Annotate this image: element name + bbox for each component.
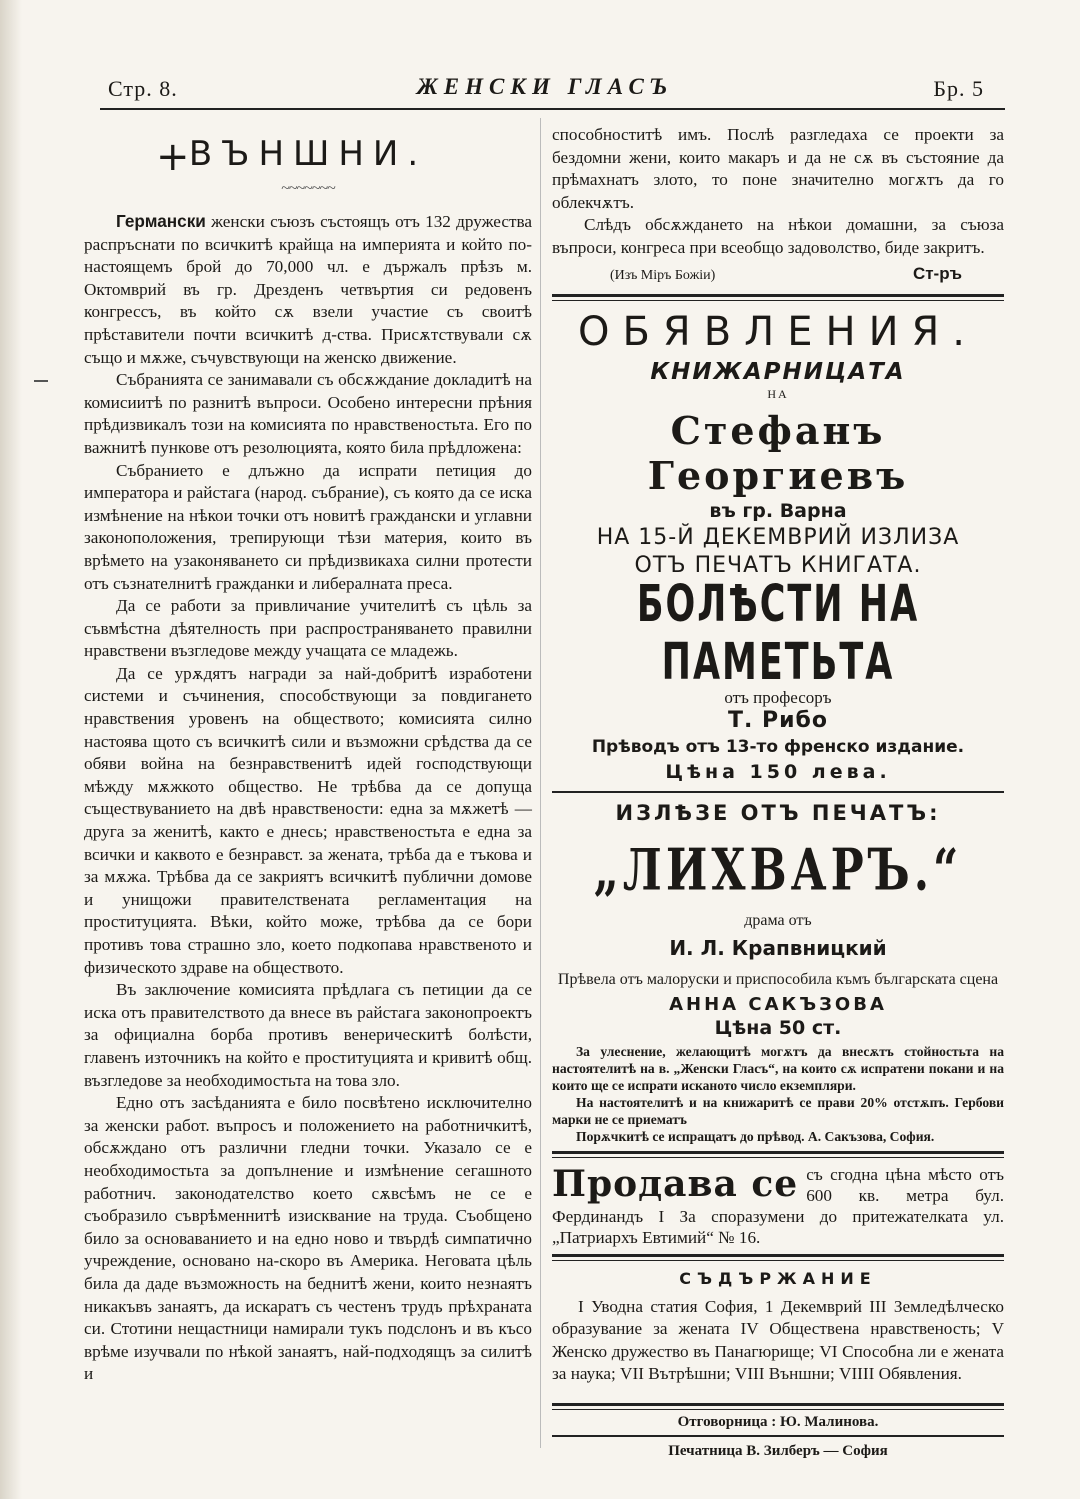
article-paragraph: Събранията се занимавали съ обсѫждание докладитѣ на комисиитѣ по разнитѣ въпроси. Особено интересни прѣния прѣдизвикалъ този на комисията по нравственостьта. Его по важнитѣ пункове отъ резолюцията, която била прѣдложена:	[84, 370, 532, 457]
ad-for-sale	[552, 1164, 1004, 1248]
newspaper-title: ЖЕНСКИ ГЛАСЪ	[416, 74, 674, 99]
source-citation: (Изъ Міръ Божіи)	[610, 267, 716, 283]
article-paragraph: Въ заключение комисията прѣдлага съ петиции да се иска отъ правителството да внесе въ райстага законопроектъ за официална борба противъ венерическитѣ болѣсти, главенъ източникъ на който е проституцията и кривитѣ общ. възгледове за необходимостьта на това зло.	[84, 980, 532, 1090]
ad-for-sale-heading: Продава се	[552, 1162, 799, 1205]
double-rule	[552, 294, 1004, 301]
left-column	[84, 124, 532, 1386]
ad-author: Т. Рибо	[727, 707, 829, 733]
imprint-rule	[552, 1435, 1004, 1437]
running-header	[100, 74, 990, 104]
ad-play-price: Цѣна 50 ст.	[714, 1016, 842, 1039]
ad-bookshop-title: КНИЖАРНИЦАТА	[650, 358, 906, 385]
article-paragraph: Едно отъ засѣданията е било посвѣтено исключително за женски работ. въпросъ и положението на работничкитѣ, обсѫждано отъ различни гледни точки. Указало се е необходимостьта за допълнение и измѣнение сегашното работнич. законодателство което сѫвсѣмъ не се е съобразило съврѣменнитѣ изисквание на труда. Съобщено било за основаванието и на едно ново и твърдѣ симпатично учреждение, основано на-скоро въ Америка. Неговата цѣль била да даде възможность на беднитѣ жени, които незнаятъ никакъвъ занаятъ, да искаратъ съ честенъ трудъ прѣхраната си. Стотини нещастници намирали тукъ подслонъ и въ късо врѣме изучвали по нѣкой занаятъ, най-подходящъ за силитѣ и	[84, 1093, 532, 1384]
right-column	[552, 124, 1004, 1460]
article-paragraph: Събранието е длъжно да испрати петиция до императора и райстага (народ. събрание), съ която да се иска измѣнение на нѣкои точки отъ новитѣ граждански и углавни законоположения, трепирующи тѣзи материя, които въ врѣмето на узаконяването си прѣдизвикаха силни протести отъ съзнателнитѣ гражданки и либералната преса.	[84, 460, 532, 593]
section-title	[84, 134, 532, 180]
author-signature: Ст-ръ	[912, 263, 962, 283]
ad-city: въ гр. Варна	[709, 499, 847, 522]
contents-list: I Уводна статия София, 1 Декемврий III Земледѣлческо образувание за жената IV Обществена нравственость; V Женско дружество въ Панагюрище; VI Способна ли е жената за наука; VII Вътрѣшни; VIII Външни; VIIII Обявления.	[552, 1296, 1004, 1384]
ad-price: Цѣна 150 лева.	[665, 760, 891, 783]
header-rule	[100, 108, 1005, 110]
ad-from: отъ професоръ	[724, 687, 832, 707]
ad-na: НА	[767, 386, 789, 401]
article-source	[552, 263, 1004, 288]
article-paragraph: Германски женски съюзъ състоящъ отъ 132 дружества распръснати по всичкитѣ крайща на империята и който по-настоящемъ брой до 70,000 чл. е държалъ прѣзъ м. Октомврий въ гр. Дрезденъ четвъртия си редовенъ конгрессъ, въ който сѫ взели участие съ своитѣ прѣставители почти всичкитѣ д-ства. Присѫтствували сѫ също и мѫже, съчувствующи на женско движение.	[84, 211, 532, 367]
ad-note: За улеснение, желающитѣ могѫтъ да внесѫтъ стойностьта на настоятелитѣ на в. „Женски Гласъ“, на които сѫ испратени покани и на които ще се испрати исканото число екземпляри.	[552, 1043, 1004, 1093]
ad-translation: Прѣводъ отъ 13-то френско издание.	[591, 736, 965, 757]
editor-line: Отговорница : Ю. Малинова.	[677, 1414, 879, 1431]
double-rule	[552, 1403, 1004, 1410]
ad-owner-name: Стефанъ Георгиевъ	[647, 407, 909, 498]
ad-for-sale-text: съ сгодна цѣна мѣсто отъ 600 кв. метра бул. Фердинандъ I За споразумени до притежателката ул. „Патриархъ Евтимий“ № 16.	[552, 1164, 1004, 1247]
ad-divider	[552, 791, 1004, 793]
double-rule	[552, 1254, 1004, 1261]
printer-line: Печатница В. Зилберъ — София	[668, 1443, 888, 1460]
article-closing: Слѣдъ обсѫждането на нѣкои домашни, за съюза въпроси, конгреса при всеобщо задоволство, биде закритъ.	[552, 215, 1004, 257]
imprint	[552, 1414, 1004, 1460]
ad-notes	[552, 1043, 1004, 1145]
issue-number: Бр. 5	[933, 76, 984, 101]
ad-translator: АННА САКЪЗОВА	[669, 993, 887, 1015]
article-continuation: способноститѣ имъ. Послѣ разгледаха се проекти за бездомни жени, които макаръ и да не сѫ въ състояние да прѣмахнатъ злото, то поне значително могѫтъ да го облекчѫтъ.	[552, 125, 1004, 212]
ad-play-title: „ЛИХВАРЪ.“	[593, 836, 963, 904]
ad-book-title: БОЛѢСТИ НА ПАМЕТЬТА	[636, 575, 920, 692]
lead-word: Германски	[116, 211, 206, 231]
ad-translated-by: Прѣвела отъ малоруски и приспособила къмъ българската сцена	[557, 970, 999, 988]
ads-heading: ОБЯВЛЕНИЯ.	[577, 308, 979, 355]
article-paragraph: Да се урѫдятъ награди за най-добритѣ изработени системи и съчинения, способствующи за повдигането нравствения уровенъ на обществото; комисията силно настоява щото съ всичкитѣ сили и възможни срѣдства да се обяви война на безнравственитѣ идей господствующи мѣжду мѫжкото общество. Не трѣбва да се допуща съществуванието на двѣ нравствености: една за мѫжетѣ — друга за женитѣ, както е днесь; нравственостьта е една за всички и каквото е безнравст. за жената, трѣба да е тъкова и за мѫжа. Трѣбва да се закриятъ всичкитѣ публични домове и унищожи правителствената регламентация на проституцията. Вѣки, който може, трѣбва да се бори противъ това страшно зло, което подкопава нравственото и физическото здраве на обществото.	[84, 663, 532, 977]
ad-release-line: НА 15-Й ДЕКЕМВРИЙ ИЗЛИЗА	[596, 524, 960, 550]
ornament: ~~~~~~~	[281, 180, 335, 197]
ad-note: Порѫчкитѣ се испращатъ до прѣвод. А. Сакъзова, София.	[576, 1128, 935, 1144]
ad-published-heading: ИЗЛѢЗЕ ОТЪ ПЕЧАТЪ:	[615, 800, 941, 825]
ad-drama-by: драма отъ	[744, 911, 812, 929]
page-number: Стр. 8.	[108, 76, 178, 101]
ad-play-author: И. Л. Крапвницкий	[669, 935, 887, 960]
ad-lihvar	[552, 801, 1004, 1039]
ink-mark	[34, 380, 48, 382]
page-edge-shadow	[0, 0, 22, 1499]
column-separator	[540, 118, 541, 1448]
ad-bookshop	[552, 359, 1004, 783]
contents-heading: СЪДЪРЖАНИЕ	[679, 1268, 877, 1288]
ad-release-line: ОТЪ ПЕЧАТЪ КНИГАТА.	[634, 552, 922, 578]
ad-note: На настоятелитѣ и на книжаритѣ се прави 20% отстѫпъ. Гербови марки не се приематъ	[552, 1094, 1004, 1127]
handwritten-cross-mark: +	[156, 134, 199, 180]
article-paragraph: Да се работи за привличание учителитѣ съ цѣль за съвмѣстна дѣятелность при распространяването правилни нравствени възгледове между учащата се младежь.	[84, 596, 532, 661]
section-title-text: ВЪНШНИ.	[188, 134, 428, 174]
double-rule	[552, 1151, 1004, 1158]
